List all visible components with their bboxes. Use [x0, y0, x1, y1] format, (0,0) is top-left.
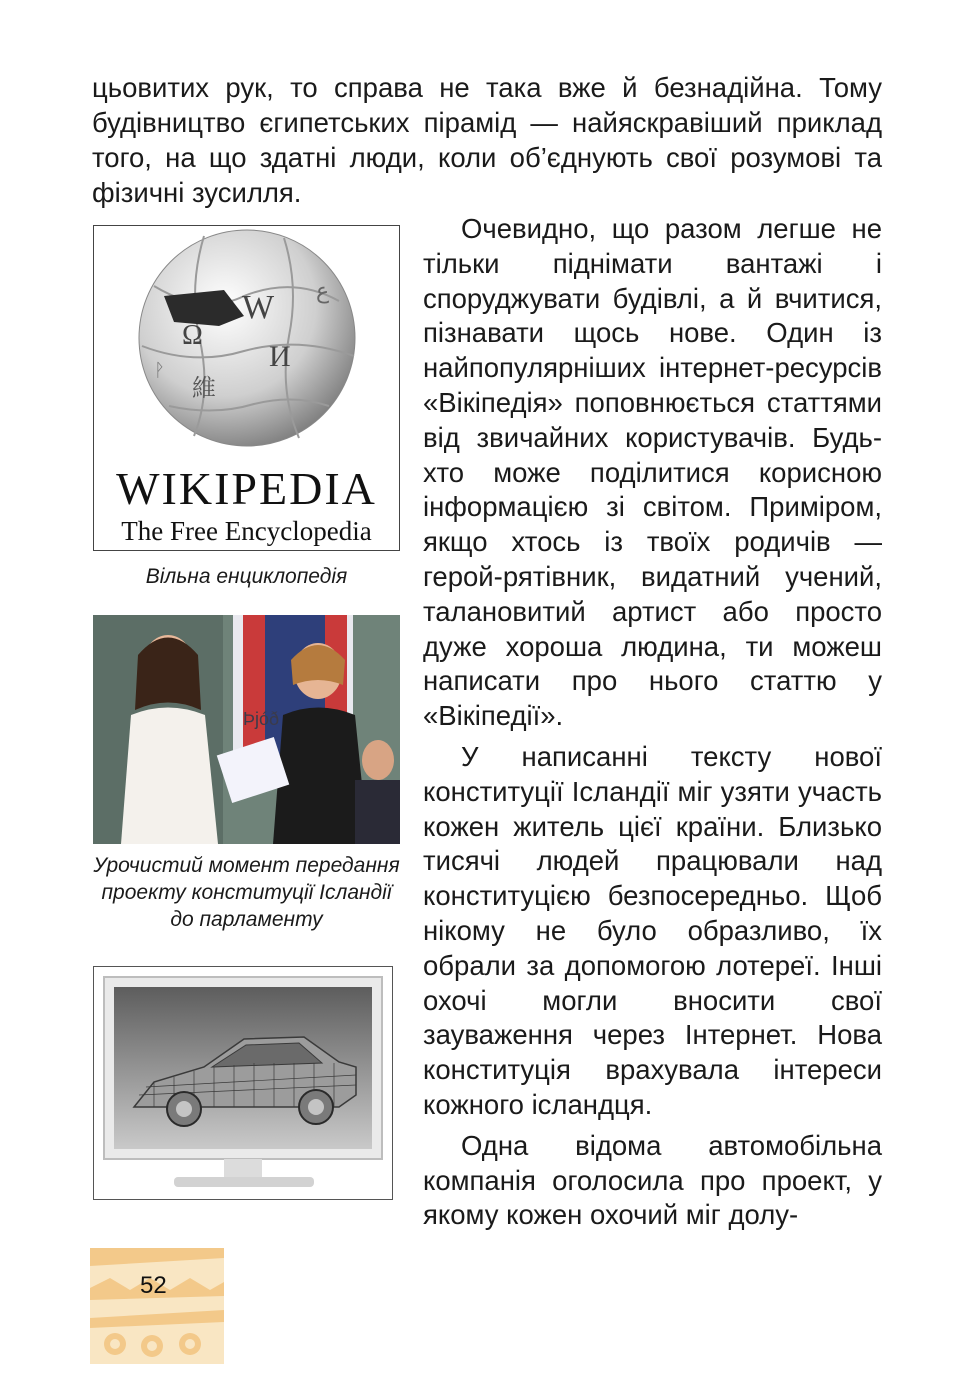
- svg-text:W: W: [242, 289, 275, 326]
- ceremony-photo: [93, 615, 400, 844]
- banner-text: Þjóð: [243, 709, 280, 729]
- page-ornament-icon: [90, 1248, 224, 1364]
- ceremony-caption: Урочистий момент передання проекту конституції Ісландії до парламенту: [93, 854, 400, 931]
- monitor-figure: [93, 966, 393, 1200]
- wikipedia-tagline: The Free Encyclopedia: [121, 516, 372, 546]
- wikipedia-logo-figure: [93, 225, 400, 551]
- paragraph-car-company: Одна відома автомобільна компанія оголосила про проект, у якому кожен охочий міг долу-: [423, 1129, 882, 1231]
- svg-text:ᚹ: ᚹ: [154, 360, 165, 381]
- intro-text: цьовитих рук, то справа не така вже й безнадійна. Тому будівництво єгипетських пірамід — найяскравіший приклад того, на що здатні люди, коли об’єднують свої розумові та фізичні зусилля.: [92, 72, 882, 208]
- svg-text:ع: ع: [316, 279, 330, 304]
- intro-paragraph: [92, 70, 882, 210]
- svg-text:Ω: Ω: [182, 320, 203, 351]
- ceremony-photo-image: [93, 615, 400, 844]
- wikipedia-globe-icon: [94, 226, 399, 456]
- svg-text:И: И: [269, 340, 291, 373]
- wikipedia-wordmark: WIKIPEDIA: [116, 463, 377, 514]
- wikipedia-caption: Вільна енциклопедія: [145, 565, 348, 588]
- main-text-column: [423, 212, 882, 1233]
- page-number: 52: [140, 1272, 167, 1299]
- paragraph-wikipedia: Очевидно, що разом легше не тільки піднімати вантажі і споруджувати будівлі, а й вчитися, пізнавати щось нове. Один із найпопулярніших інтернет-ресурсів «Вікіпедія» поповнюється статтями від звичайних користувачів. Будь-хто може поділитися корисною інформацією зі світом. Приміром, якщо хтось із твоїх родичів — герой-рятівник, видатний учений, талановитий артист або просто дуже хороша людина, ти можеш написати про нього статтю у «Вікіпедії».: [423, 213, 882, 732]
- monitor-car-icon: [94, 967, 392, 1199]
- paragraph-iceland: У написанні тексту нової конституції Ісландії міг узяти участь кожен житель цієї країни. Близько тисячі людей працювали над конституцією безпосередньо. Щоб нікому не було образливо, їх обрали за допомогою лотереї. Інші охочі могли вносити свої зауваження через Інтернет. Нова конституція врахувала інтереси кожного ісландця.: [423, 740, 882, 1120]
- svg-text:維: 維: [192, 374, 216, 402]
